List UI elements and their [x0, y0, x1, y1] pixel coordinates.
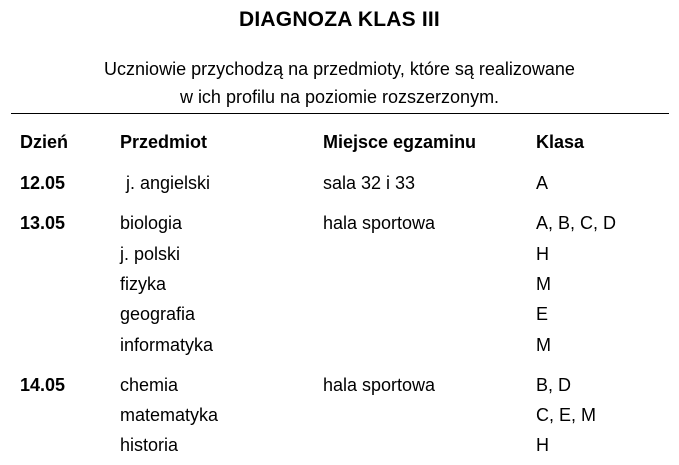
- subject-cell: informatyka: [120, 335, 214, 355]
- column-header-class: Klasa: [536, 132, 585, 152]
- class-cell: H: [536, 435, 549, 455]
- day-cell: 12.05: [20, 173, 66, 193]
- subject-cell: geografia: [120, 304, 196, 324]
- subtitle-line-2: w ich profilu na poziomie rozszerzonym.: [179, 87, 500, 107]
- subject-cell: j. angielski: [126, 173, 211, 193]
- day-cell: 14.05: [20, 375, 66, 395]
- class-cell: M: [536, 335, 551, 355]
- subject-cell: j. polski: [120, 244, 181, 264]
- class-cell: H: [536, 244, 549, 264]
- place-cell: hala sportowa: [323, 213, 436, 233]
- header-divider: [11, 113, 669, 114]
- page-title: DIAGNOZA KLAS III: [239, 8, 440, 31]
- day-cell: 13.05: [20, 213, 66, 233]
- subject-cell: matematyka: [120, 405, 219, 425]
- class-cell: A, B, C, D: [536, 213, 617, 233]
- place-cell: hala sportowa: [323, 375, 436, 395]
- subject-cell: historia: [120, 435, 179, 455]
- subject-cell: biologia: [120, 213, 183, 233]
- subject-cell: chemia: [120, 375, 179, 395]
- subject-cell: fizyka: [120, 274, 167, 294]
- column-header-subject: Przedmiot: [120, 132, 208, 152]
- class-cell: M: [536, 274, 551, 294]
- subtitle-line-1: Uczniowie przychodzą na przedmioty, które są realizowane: [104, 59, 575, 79]
- class-cell: E: [536, 304, 549, 324]
- class-cell: B, D: [536, 375, 572, 395]
- class-cell: C, E, M: [536, 405, 597, 425]
- column-header-day: Dzień: [20, 132, 69, 152]
- column-header-place: Miejsce egzaminu: [323, 132, 477, 152]
- place-cell: sala 32 i 33: [323, 173, 416, 193]
- class-cell: A: [536, 173, 549, 193]
